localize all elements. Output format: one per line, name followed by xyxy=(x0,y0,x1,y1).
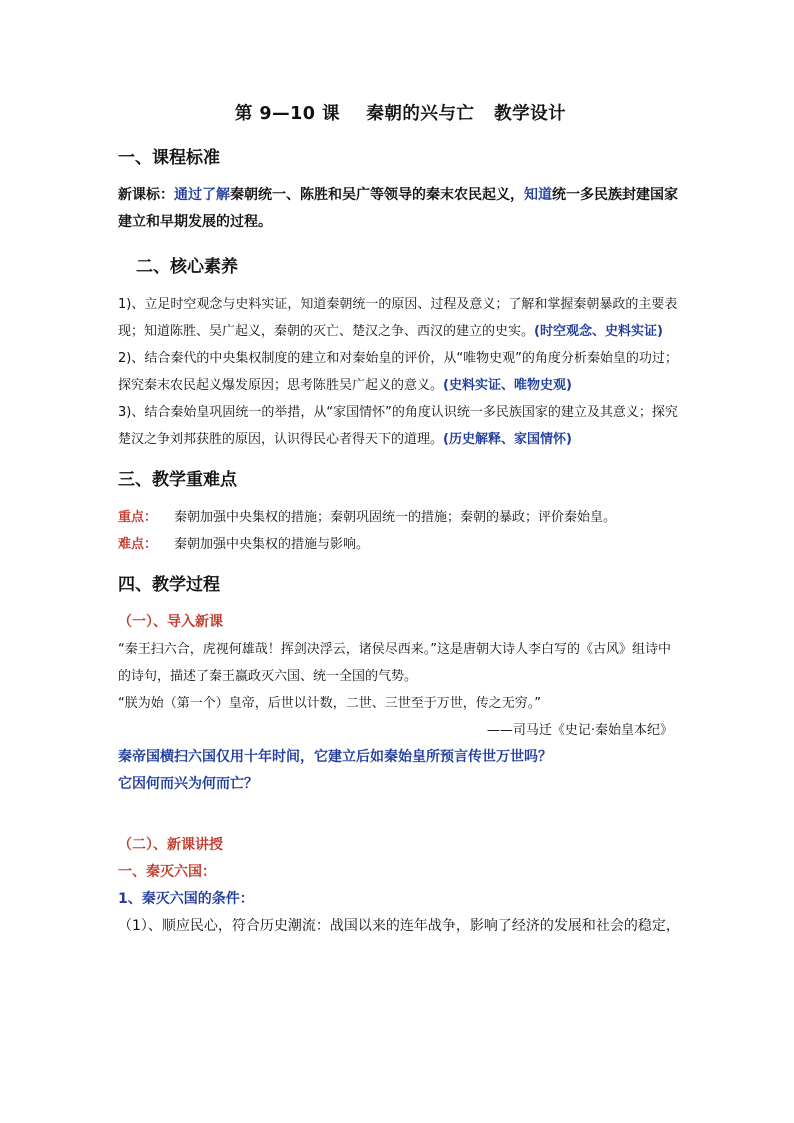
core-literacy-text-1: 1)、立足时空观念与史料实证，知道秦朝统一的原因、过程及意义；了解和掌握秦朝暴政的主要表现；知道陈胜、吴广起义，秦朝的灭亡、楚汉之争、西汉的建立的史实。 xyxy=(118,297,678,339)
intro-quote-emperor: “朕为始（第一个）皇帝，后世以计数，二世、三世至于万世，传之无穷。” xyxy=(118,696,541,711)
intro-quote-poem: “秦王扫六合，虎视何雄哉！挥剑决浮云，诸侯尽西来。”这是唐朝大诗人李白写的《古风》组诗中的诗句，描述了秦王嬴政灭六国、统一全国的气势。 xyxy=(118,642,671,684)
intro-question-1: 秦帝国横扫六国仅用十年时间，它建立后如秦始皇所预言传世万世吗？ xyxy=(118,749,552,765)
part-heading-qin-conquest: 一、秦灭六国： xyxy=(118,864,216,880)
curriculum-text-2: 秦朝统一、陈胜和吴广等领导的秦末农民起义， xyxy=(230,187,524,203)
difficulty-row xyxy=(118,531,683,558)
key-point-row xyxy=(118,504,683,531)
document-page xyxy=(118,100,683,940)
core-literacy-item-2 xyxy=(118,345,683,399)
curriculum-label: 新课标： xyxy=(118,187,174,203)
core-literacy-tag-1: (时空观念、史料实证) xyxy=(534,324,663,339)
subsection-new-lesson: （二）、新课讲授 xyxy=(118,837,223,853)
curriculum-text-3: 知道 xyxy=(524,187,552,203)
subsection-intro: （一）、导入新课 xyxy=(118,614,223,630)
intro-question-2: 它因何而兴为何而亡？ xyxy=(118,776,258,792)
spacer xyxy=(118,798,683,832)
core-literacy-item-1 xyxy=(118,291,683,345)
curriculum-standard-paragraph xyxy=(118,182,683,236)
section-heading-curriculum: 一、课程标准 xyxy=(118,148,220,168)
section-heading-teaching-process: 四、教学过程 xyxy=(118,575,220,595)
core-literacy-tag-3: (历史解释、家国情怀) xyxy=(443,432,572,447)
key-point-text: 秦朝加强中央集权的措施；秦朝巩固统一的措施；秦朝的暴政；评价秦始皇。 xyxy=(174,510,617,525)
section-heading-key-points: 三、教学重难点 xyxy=(118,470,237,490)
difficulty-label: 难点： xyxy=(118,537,158,552)
core-literacy-text-2: 2)、结合秦代的中央集权制度的建立和对秦始皇的评价，从“唯物史观”的角度分析秦始皇的功过；探究秦末农民起义爆发原因；思考陈胜吴广起义的意义。 xyxy=(118,351,678,393)
document-title: 第 9—10 课 秦朝的兴与亡 教学设计 xyxy=(234,104,567,124)
section-heading-core-literacy: 二、核心素养 xyxy=(136,257,238,277)
curriculum-text-4: 统一多民族封建国家建立和早期发展的过程。 xyxy=(118,187,678,230)
condition-item-1: （1）、顺应民心，符合历史潮流：战国以来的连年战争，影响了经济的发展和社会的稳定， xyxy=(118,918,680,934)
core-literacy-text-3: 3)、结合秦始皇巩固统一的举措，从“家国情怀”的角度认识统一多民族国家的建立及其意义；探究楚汉之争刘邦获胜的原因，认识得民心者得天下的道理。 xyxy=(118,405,678,447)
core-literacy-item-3 xyxy=(118,399,683,453)
curriculum-text-1: 通过了解 xyxy=(174,187,230,203)
difficulty-text: 秦朝加强中央集权的措施与影响。 xyxy=(174,537,370,552)
core-literacy-tag-2: (史料实证、唯物史观) xyxy=(443,378,572,393)
key-point-label: 重点： xyxy=(118,510,158,525)
part-subheading-conditions: 1、秦灭六国的条件： xyxy=(118,891,254,907)
quote-source: ——司马迁《史记·秦始皇本纪》 xyxy=(486,723,673,738)
